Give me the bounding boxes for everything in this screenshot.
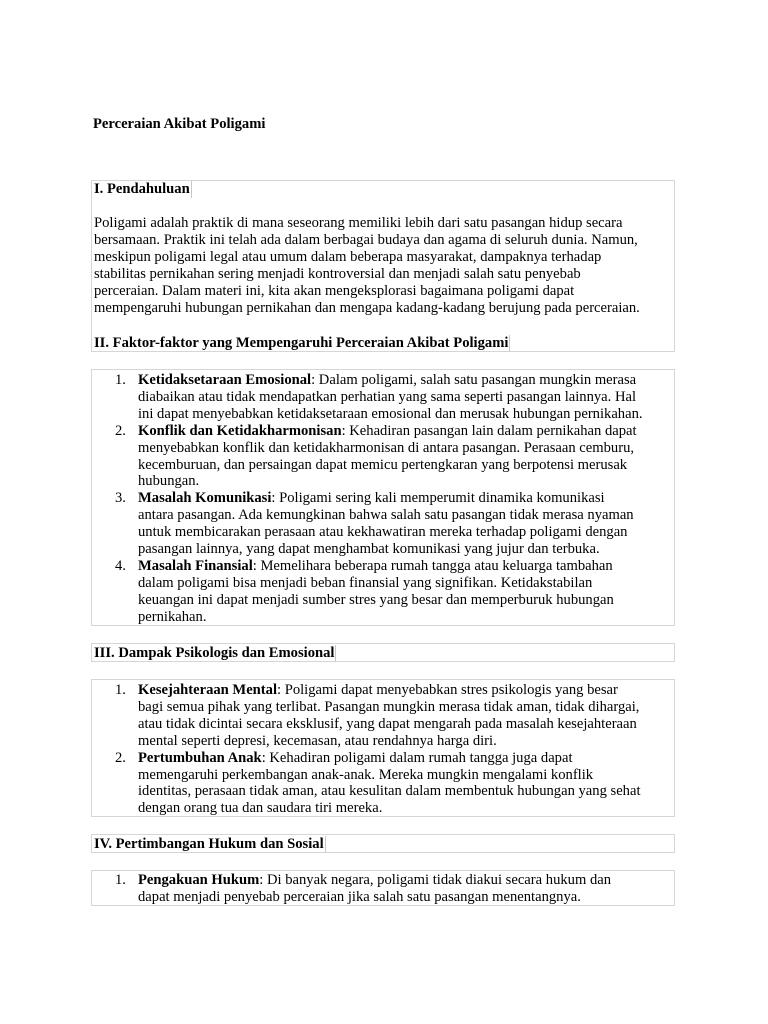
paragraph-line: stabilitas pernikahan sering menjadi kontroversial dan menjadi salah satu penyebab <box>94 265 581 282</box>
section-heading-introduction: I. Pendahuluan <box>94 181 190 197</box>
list-term: Pertumbuhan Anak <box>138 749 262 766</box>
legal-list-box <box>91 870 675 906</box>
list-text: : Kehadiran pasangan lain dalam pernikahan dapat <box>341 422 637 439</box>
list-number: 2. <box>115 422 126 439</box>
list-term: Konflik dan Ketidakharmonisan <box>138 422 342 439</box>
list-line: pasangan lainnya, yang dapat menghambat komunikasi yang jujur dan terbuka. <box>138 541 600 558</box>
list-text: : Dalam poligami, salah satu pasangan mungkin merasa <box>311 372 637 388</box>
list-line: atau tidak dicintai secara eksklusif, yang dapat mengarah pada masalah kesejahteraan <box>138 715 637 732</box>
intro-paragraph <box>93 215 640 316</box>
list-item <box>92 872 674 906</box>
list-line: kecemburuan, dan persaingan dapat memicu pertengkaran yang berpotensi merusak <box>138 456 628 473</box>
paragraph-line: perceraian. Dalam materi ini, kita akan mengeksplorasi bagaimana poligami dapat <box>94 282 575 299</box>
list-text: : Di banyak negara, poligami tidak diakui secara hukum dan <box>259 872 612 888</box>
document-title: Perceraian Akibat Poligami <box>93 116 266 132</box>
list-line: memengaruhi perkembangan anak-anak. Mereka mungkin mengalami konflik <box>138 766 594 783</box>
list-term: Pengakuan Hukum <box>138 872 260 888</box>
list-term: Ketidaksetaraan Emosional <box>138 372 312 388</box>
section-heading-box-legal <box>91 834 675 853</box>
list-item <box>92 750 674 818</box>
list-number: 1. <box>115 372 126 388</box>
list-text: : Poligami sering kali memperumit dinamika komunikasi <box>271 490 605 507</box>
list-text: : Kehadiran poligami dalam rumah tangga juga dapat <box>261 749 573 766</box>
section-heading-legal: IV. Pertimbangan Hukum dan Sosial <box>94 836 324 852</box>
list-text: : Memelihara beberapa rumah tangga atau keluarga tambahan <box>252 557 613 574</box>
list-term: Masalah Finansial <box>138 557 253 574</box>
factors-list <box>92 372 674 626</box>
list-line: menyebabkan konflik dan ketidakharmonisan di antara pasangan. Perasaan cemburu, <box>138 439 635 456</box>
list-item <box>92 372 674 423</box>
list-number: 3. <box>115 490 126 507</box>
list-line: dalam poligami bisa menjadi beban finansial yang signifikan. Ketidakstabilan <box>138 574 593 591</box>
list-line: antara pasangan. Ada kemungkinan bahwa salah satu pasangan tidak merasa nyaman <box>138 507 634 524</box>
list-item <box>92 682 674 750</box>
factors-list-box <box>91 369 675 626</box>
list-number: 4. <box>115 557 126 574</box>
section-heading-box-psychological <box>91 643 675 662</box>
list-line: bagi semua pihak yang terlibat. Pasangan mungkin merasa tidak aman, tidak dihargai, <box>138 698 640 715</box>
list-term: Kesejahteraan Mental <box>138 682 278 698</box>
list-line: dengan orang tua dan saudara tiri mereka. <box>138 800 383 817</box>
list-line: identitas, perasaan tidak aman, atau kesulitan dalam membentuk hubungan yang sehat <box>138 783 641 800</box>
paragraph-line: meskipun poligami legal atau umum dalam beberapa masyarakat, dampaknya terhadap <box>94 248 602 265</box>
list-line: mental seperti depresi, kecemasan, atau rendahnya harga diri. <box>138 732 497 749</box>
list-line: diabaikan atau tidak mendapatkan perhatian yang sama seperti pasangan lainnya. Hal <box>138 388 637 405</box>
list-item <box>92 423 674 491</box>
list-line: untuk membicarakan perasaan atau kekhawatiran mereka terhadap poligami dengan <box>138 524 628 541</box>
paragraph-line: Poligami adalah praktik di mana seseorang memiliki lebih dari satu pasangan hidup secara <box>94 215 623 231</box>
list-line: keuangan ini dapat menjadi sumber stres yang besar dan memperburuk hubungan <box>138 591 614 608</box>
psychological-list-box <box>91 679 675 817</box>
section-heading-factors: II. Faktor-faktor yang Mempengaruhi Perceraian Akibat Poligami <box>94 335 509 351</box>
list-number: 1. <box>115 872 126 888</box>
paragraph-line: mempengaruhi hubungan pernikahan dan mengapa kadang-kadang berujung pada perceraian. <box>94 299 640 316</box>
list-item <box>92 490 674 558</box>
paragraph-line: bersamaan. Praktik ini telah ada dalam berbagai budaya dan agama di seluruh dunia. Namun, <box>94 231 638 248</box>
section-intro-box <box>91 180 675 352</box>
list-item <box>92 558 674 626</box>
list-line: ini dapat menyebabkan ketidaksetaraan emosional dan merusak hubungan pernikahan. <box>138 405 643 422</box>
section-heading-psychological: III. Dampak Psikologis dan Emosional <box>94 645 335 661</box>
list-line: hubungan. <box>138 473 200 490</box>
list-term: Masalah Komunikasi <box>138 490 272 507</box>
list-line: dapat menjadi penyebab perceraian jika salah satu pasangan menentangnya. <box>138 888 581 905</box>
psychological-list <box>92 682 674 817</box>
legal-list <box>92 872 674 906</box>
list-number: 1. <box>115 682 126 698</box>
list-text: : Poligami dapat menyebabkan stres psikologis yang besar <box>277 682 618 698</box>
list-number: 2. <box>115 749 126 766</box>
list-line: pernikahan. <box>138 608 207 625</box>
